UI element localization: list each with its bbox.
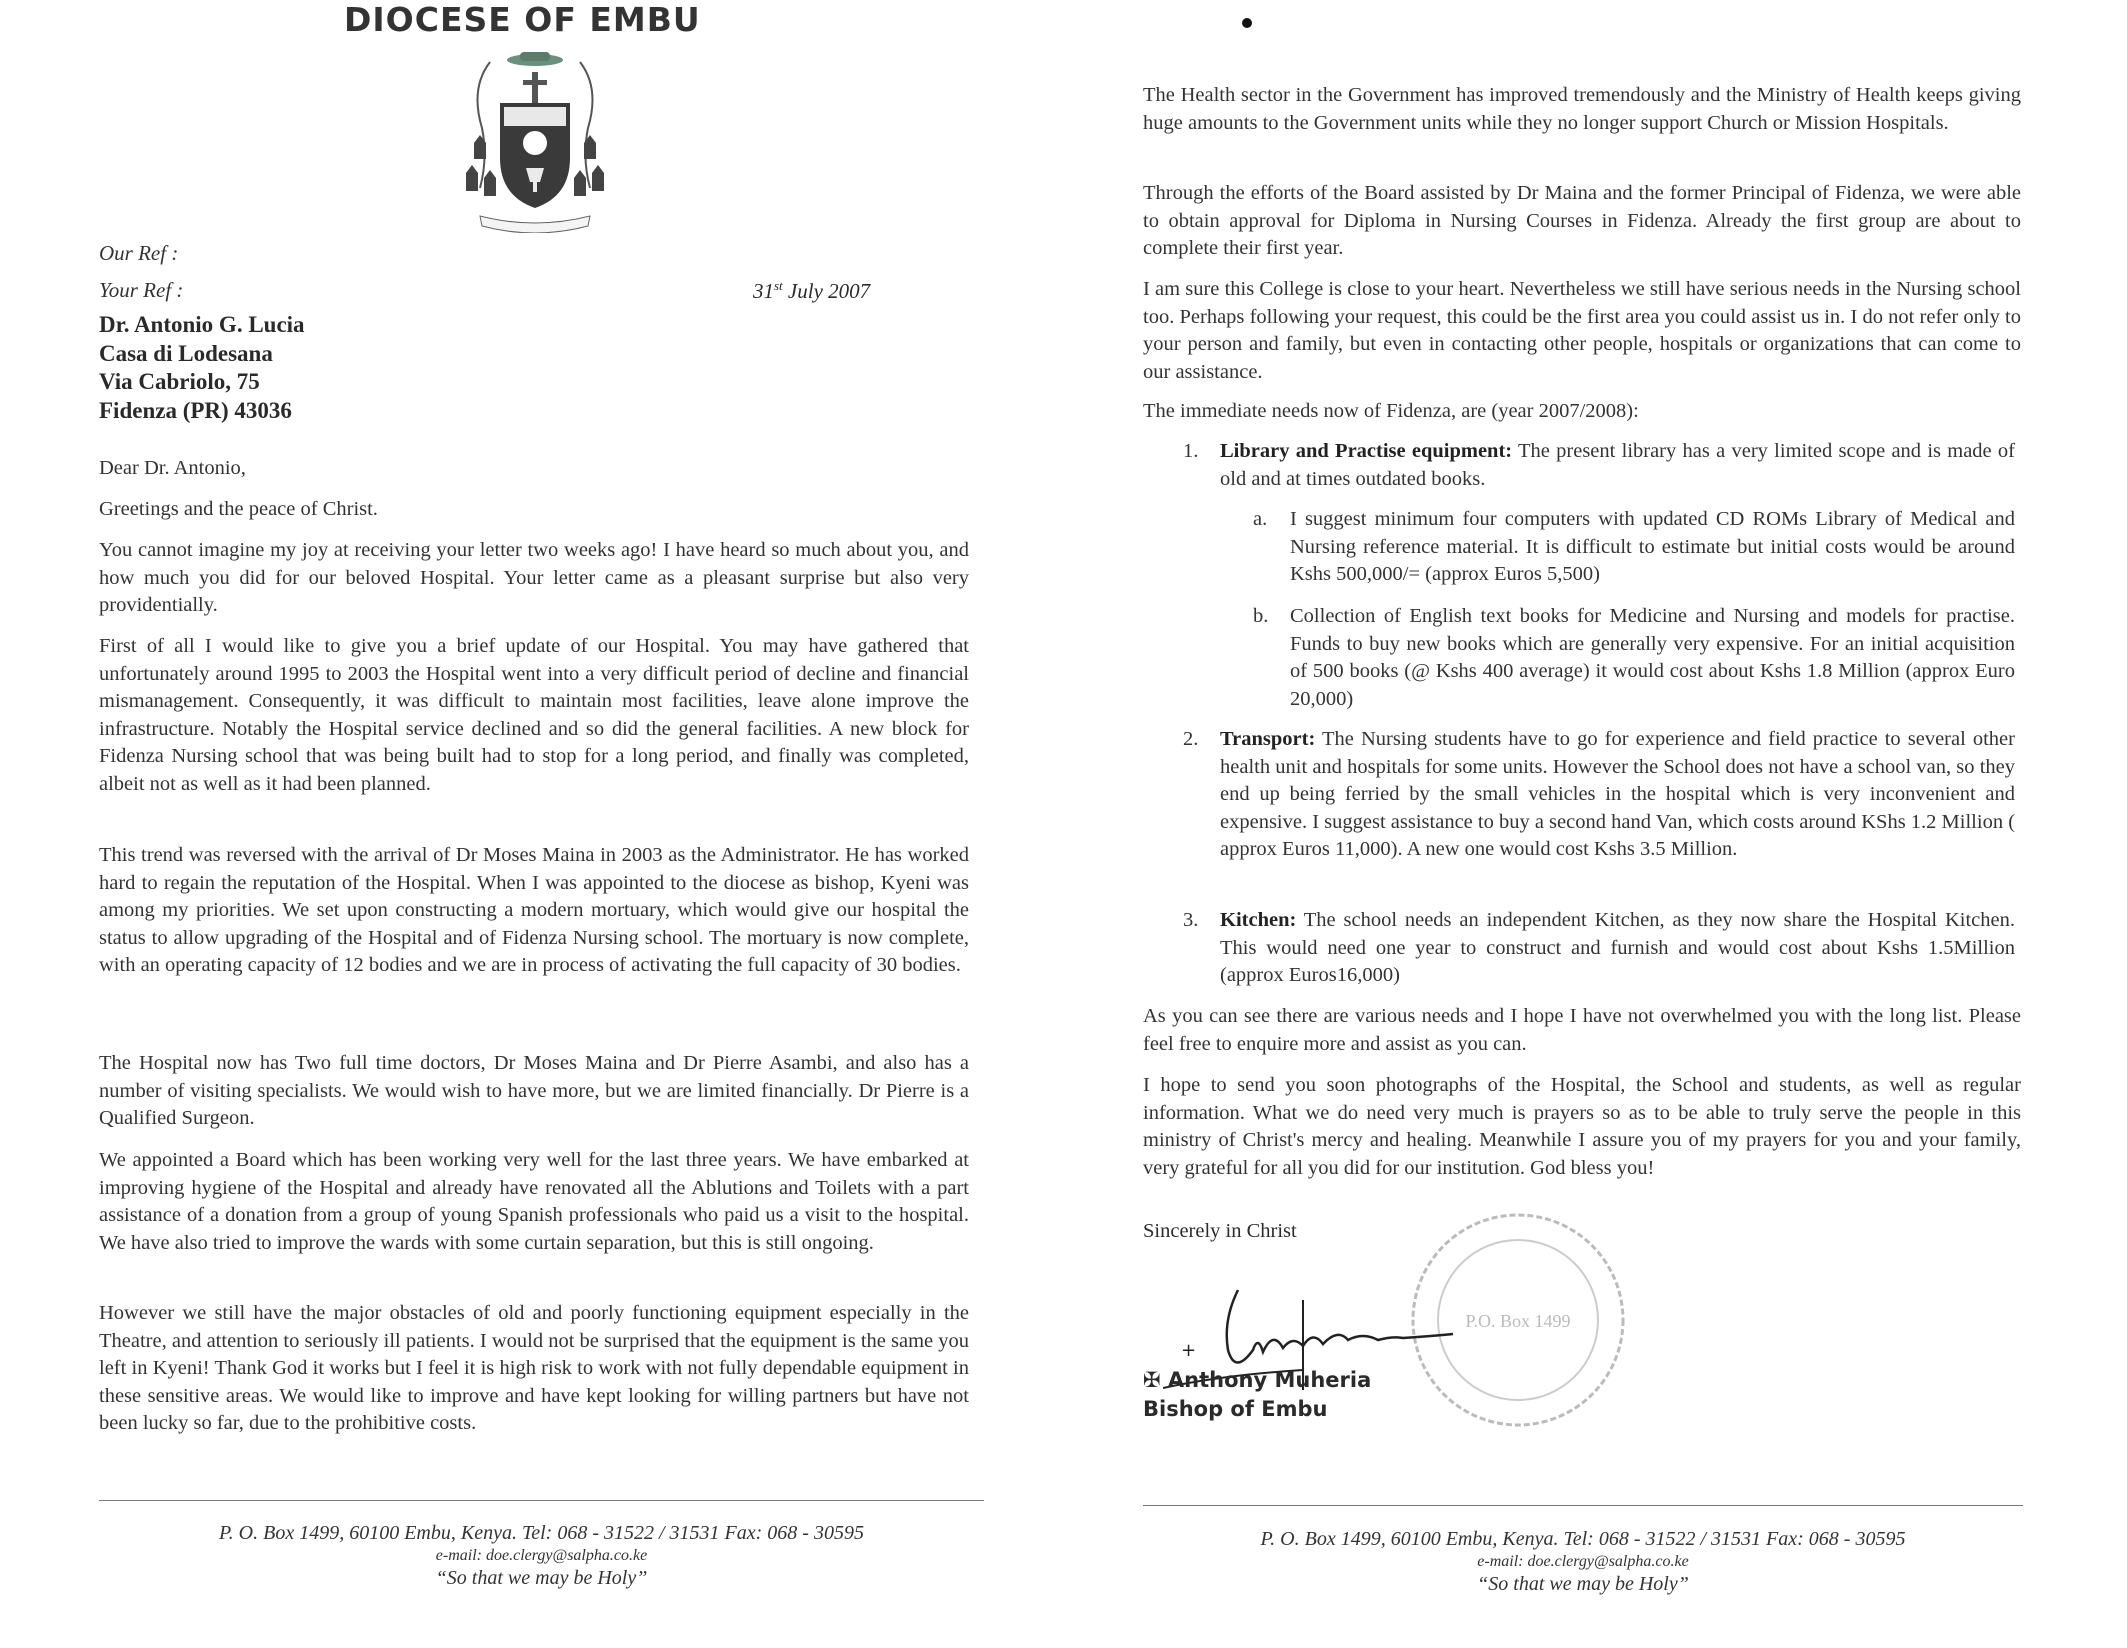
greeting: Greetings and the peace of Christ.: [99, 498, 378, 520]
list-number: 3.: [1183, 909, 1199, 931]
list-number: 1.: [1183, 440, 1199, 462]
svg-text:+: +: [1181, 1340, 1197, 1361]
letterhead-footer: [1143, 1528, 2023, 1596]
signer-title: Bishop of Embu: [1143, 1396, 1328, 1421]
footer-divider: [1143, 1505, 2023, 1506]
need-text: The school needs an independent Kitchen, as they now share the Hospital Kitchen. This would need one year to construct and furnish and would cost about Kshs 1.5Million (approx Euros16,000): [1220, 909, 2015, 986]
body-paragraph: You cannot imagine my joy at receiving your letter two weeks ago! I have heard so much about you, and how much you did for our beloved Hospital. Your letter came as a pleasant surprise but also very providentially.: [99, 539, 969, 616]
stamp-text: P.O. Box 1499: [1465, 1311, 1571, 1331]
our-ref-label: Our Ref :: [99, 241, 179, 265]
footer-email: e-mail: doe.clergy@salpha.co.ke: [435, 1547, 648, 1564]
need-text: The present library has a very limited scope and is made of old and at times outdated books.: [1220, 440, 2015, 490]
body-paragraph: The Hospital now has Two full time doctors, Dr Moses Maina and Dr Pierre Asambi, and also has a number of visiting specialists. We would wish to have more, but we are limited financially. Dr Pierre is a Qualified Surgeon.: [99, 1052, 969, 1129]
recipient-name: Dr. Antonio G. Lucia: [99, 312, 305, 337]
need-heading: Library and Practise equipment:: [1220, 440, 1513, 462]
footer-address: P. O. Box 1499, 60100 Embu, Kenya. Tel: 068 - 31522 / 31531 Fax: 068 - 30595: [219, 1522, 864, 1544]
recipient-line-3: Via Cabriolo, 75: [99, 369, 260, 394]
letter-page-2: [1063, 0, 2127, 1648]
footer-motto: “So that we may be Holy”: [1477, 1573, 1689, 1595]
closing-phrase: Sincerely in Christ: [1143, 1220, 1297, 1242]
body-paragraph: First of all I would like to give you a brief update of our Hospital. You may have gathered that unfortunately around 1995 to 2003 the Hospital went into a very difficult period of decline and financial mismanagement. Consequently, it was difficult to maintain most facilities, leave alone improve the infrastructure. Notably the Hospital service declined and so did the general facilities. A new block for Fidenza Nursing school that was being built had to stop for a long period, and finally was completed, albeit not as well as it had been planned.: [99, 635, 969, 795]
need-heading: Transport:: [1220, 728, 1316, 750]
body-paragraph: The immediate needs now of Fidenza, are (year 2007/2008):: [1143, 400, 1639, 422]
body-paragraph: This trend was reversed with the arrival of Dr Moses Maina in 2003 as the Administrator. He has worked hard to regain the reputation of the Hospital. When I was appointed to the diocese as bishop, Kyeni was among my priorities. We set upon constructing a modern mortuary, which would give our hospital the status to allow upgrading of the Hospital and of Fidenza Nursing school. The mortuary is now complete, with an operating capacity of 12 bodies and we are in process of activating the full capacity of 30 bodies.: [99, 844, 969, 976]
footer-motto: “So that we may be Holy”: [435, 1567, 648, 1589]
need-text: The Nursing students have to go for experience and field practice to several other health unit and hospitals for some units. However the School does not have a school van, so they end up being ferried by the small vehicles in the hospital which is very inconvenient and expensive. I suggest assistance to buy a second hand Van, which costs around KShs 1.2 Million ( approx Euros 11,000). A new one would cost Kshs 3.5 Million.: [1220, 728, 2016, 860]
letter-date: [753, 278, 870, 304]
need-heading: Kitchen:: [1220, 909, 1297, 931]
diocese-crest-icon: [460, 48, 610, 233]
footer-divider: [99, 1500, 984, 1501]
letterhead-title: DIOCESE OF EMBU: [344, 0, 701, 39]
recipient-address: [99, 311, 305, 425]
stray-dot: [1242, 18, 1252, 28]
sub-item-letter: a.: [1253, 508, 1268, 530]
date-day: 31: [753, 279, 774, 303]
sub-item-text: Collection of English text books for Medicine and Nursing and models for practise. Funds to buy new books which are generally very expensive. For an initial acquisition of 500 books (@ Kshs 400 average) it would cost about Kshs 1.8 Million (approx Euro 20,000): [1290, 605, 2015, 710]
sub-item-text: I suggest minimum four computers with updated CD ROMs Library of Medical and Nursing reference material. It is difficult to estimate but initial costs would be around Kshs 500,000/= (approx Euros 5,500): [1290, 508, 2015, 585]
your-ref-label: Your Ref :: [99, 278, 184, 302]
body-paragraph: As you can see there are various needs and I hope I have not overwhelmed you with the long list. Please feel free to enquire more and assist as you can.: [1143, 1005, 2021, 1055]
letterhead-footer: [99, 1522, 984, 1590]
body-paragraph: Through the efforts of the Board assisted by Dr Maina and the former Principal of Fidenza, we were able to obtain approval for Diploma in Nursing Courses in Fidenza. Already the first group are about to complete their first year.: [1143, 182, 2021, 259]
list-number: 2.: [1183, 728, 1199, 750]
body-paragraph: I hope to send you soon photographs of the Hospital, the School and students, as well as regular information. What we do need very much is prayers so as to be able to truly serve the people in this ministry of Christ's mercy and healing. Meanwhile I assure you of my prayers for you and your family, very grateful for all you did for our institution. God bless you!: [1143, 1074, 2021, 1179]
footer-address: P. O. Box 1499, 60100 Embu, Kenya. Tel: 068 - 31522 / 31531 Fax: 068 - 30595: [1260, 1528, 1906, 1550]
signer-name: ✠ Anthony Muheria: [1143, 1368, 1372, 1392]
body-paragraph: The Health sector in the Government has improved tremendously and the Ministry of Health keeps giving huge amounts to the Government units while they no longer support Church or Mission Hospitals.: [1143, 84, 2021, 134]
body-paragraph: However we still have the major obstacles of old and poorly functioning equipment especially in the Theatre, and attention to seriously ill patients. I would not be surprised that the equipment is the same you left in Kyeni! Thank God it works but I feel it is high risk to work with not fully dependable equipment in these sensitive areas. We would like to improve and have kept looking for willing partners but have not been lucky so far, due to the prohibitive costs.: [99, 1302, 969, 1434]
date-suffix: st: [774, 278, 783, 293]
recipient-line-4: Fidenza (PR) 43036: [99, 397, 292, 423]
recipient-line-2: Casa di Lodesana: [99, 340, 273, 366]
body-paragraph: I am sure this College is close to your heart. Nevertheless we still have serious needs in the Nursing school too. Perhaps following your request, this could be the first area you could assist us in. I do not refer only to your person and family, but even in contacting other people, hospitals or organizations that can come to our assistance.: [1143, 278, 2021, 383]
body-paragraph: We appointed a Board which has been working very well for the last three years. We have embarked at improving hygiene of the Hospital and already have renovated all the Ablutions and Toilets with a part assistance of a donation from a group of young Spanish professionals who paid us a visit to the hospital. We have also tried to improve the wards with some curtain separation, but this is still ongoing.: [99, 1149, 969, 1254]
date-month-year: July 2007: [782, 279, 871, 303]
signer-block: [1143, 1366, 1371, 1423]
footer-email: e-mail: doe.clergy@salpha.co.ke: [1477, 1553, 1689, 1570]
letter-page-1: [0, 0, 1063, 1648]
salutation: Dear Dr. Antonio,: [99, 457, 246, 479]
sub-item-letter: b.: [1253, 605, 1269, 627]
